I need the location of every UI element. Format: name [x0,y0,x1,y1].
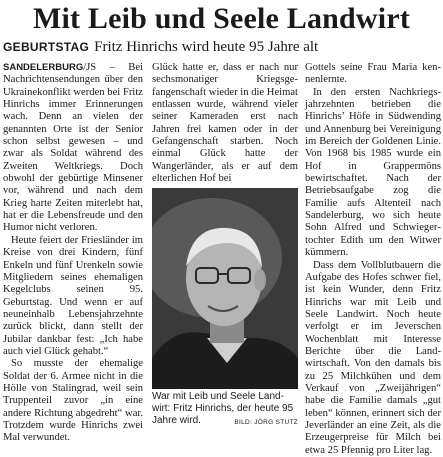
photo-caption [152,391,298,429]
portrait-illustration [152,188,298,389]
headline: Mit Leib und Seele Landwirt [0,2,443,36]
portrait-photo [152,188,298,389]
paragraph: In den ersten Nachkriegsjahrzehnten betrieben die Hinrichs’ Höfe in Südwending und Annenburg bei Vereinigung im Bereich der Goldenen Linie. Von 1968 bis 1985 wurde ein Hof in Grappermöns bewirtschaftet. Nach der Betriebsaufgabe zog die Familie aufs Altenteil nach Sandelerburg, wo sich heute Sohn Alfred und Schwiegertochter Edith um den Witwer kümmern. [305,87,441,260]
column-1 [3,62,143,445]
caption-text: War mit Leib und Seele Landwirt: Fritz Hinrichs, der heute 95 Jahre wird. [152,391,293,426]
column-3 [305,62,441,457]
body-text: Bei Nachrichtensendungen über den Ukrainekonflikt werden bei Fritz Hinrichs immer Erinnerungen wach. Denn an vielen der genannten Orte ist der Senior schon selbst gewesen – und zwar als Soldat während des Zweiten Weltkriegs. Doch obwohl der gebürtige Minsener vor, während und nach dem Krieg harte Zeiten miterlebt hat, hat er die Lebensfreude und den Humor nicht verloren. [3,62,143,233]
subtitle-row [3,38,441,56]
paragraph: Glück hatte er, dass er nach nur sechsmonatiger Kriegsgefangenschaft wieder in die Heimat entlassen wurde, während vieler seiner Kameraden erst nach Jahren frei kamen oder in der Gefangenschaft starben. Noch einmal Glück hatte der Wangerländer, als er auf dem elterlichen Hof bei [152,62,298,185]
dateline: SANDELERBURG [3,62,83,73]
dateline-suffix: /JS – [83,62,128,73]
paragraph: So musste der ehemalige Soldat der 6. Armee nicht in die Hölle von Stalingrad, weil sein Truppenteil zuvor „in eine andere Richtung abgedreht“ war. Trotzdem wurde Hinrichs zwei Mal verwundet. [3,358,143,444]
paragraph: Dass dem Vollblutbauern die Aufgabe des Hofes schwer fiel, ist kein Wunder, denn Fritz Hinrichs war mit Leib und Seele Landwirt. Noch heute verfolgt er im Jeverschen Wochenblatt mit Interesse Berichte über die Landwirtschaft. Von den damals bis zu 25 Milchkühen und dem Verkauf von „Zweijährigen“ habe die Familie damals „gut leben“ können, erinnert sich der Jeverländer an eine Zeit, als die Erzeugerpreise für Milch bei etwa 25 Pfennig pro Liter lag. [305,260,441,457]
kicker: GEBURTSTAG [3,40,89,54]
paragraph [3,62,143,235]
photo-credit: BILD: JÖRG STUTZ [234,417,298,429]
column-2 [152,62,298,185]
subtitle: Fritz Hinrichs wird heute 95 Jahre alt [94,39,318,55]
paragraph: Gottels seine Frau Maria kennenlernte. [305,62,441,87]
paragraph: Heute feiert der Friesländer im Kreise von drei Kindern, fünf Enkeln und fünf Urenkeln sowie Mitgliedern seines ehemaligen Kegelclubs seinen 95. Geburtstag. Und wenn er auf neuneinhalb Lebensjahrzehnte zurück blickt, dann stellt der Jubilar dankbar fest: „Ich habe auch viel Glück gehabt.“ [3,235,143,358]
